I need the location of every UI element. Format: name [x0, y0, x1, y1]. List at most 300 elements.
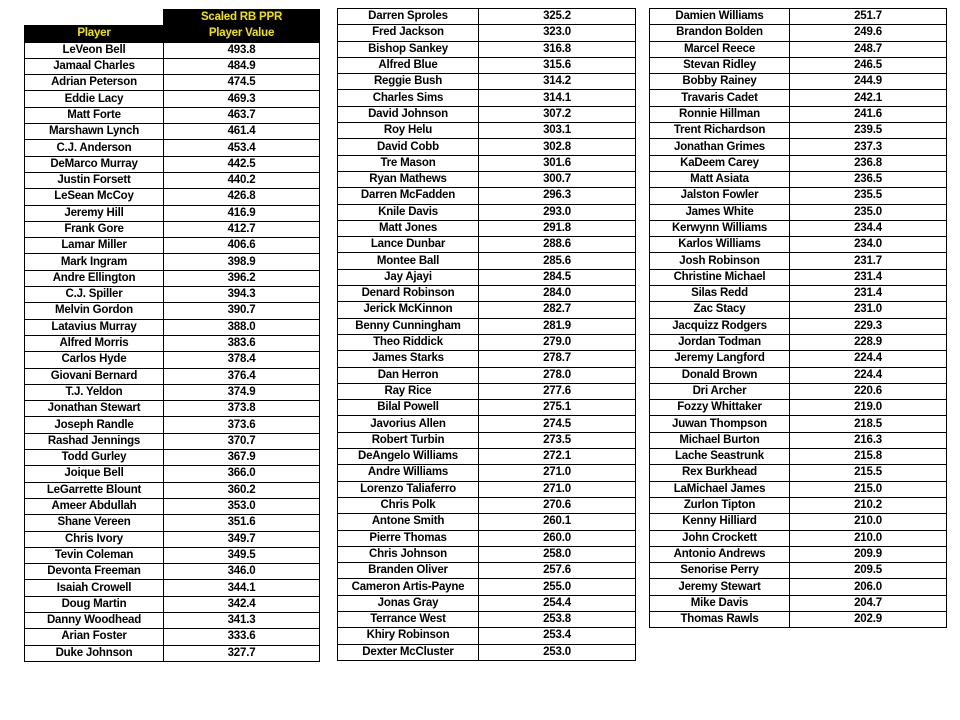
player-name-cell: Ameer Abdullah [25, 498, 164, 514]
table-row [25, 482, 320, 498]
player-name-cell: Robert Turbin [338, 432, 479, 448]
table-row [650, 318, 947, 334]
player-name-cell: Chris Ivory [25, 531, 164, 547]
player-value-cell: 367.9 [164, 450, 320, 466]
player-value-cell: 388.0 [164, 319, 320, 335]
table-row [25, 221, 320, 237]
player-value-cell: 229.3 [790, 318, 947, 334]
table-row [25, 156, 320, 172]
table-row [338, 171, 636, 187]
player-name-cell: Matt Jones [338, 220, 479, 236]
player-value-cell: 231.0 [790, 302, 947, 318]
table-row [650, 57, 947, 73]
table-row [650, 220, 947, 236]
table-row [338, 318, 636, 334]
player-value-cell: 341.3 [164, 612, 320, 628]
player-value-cell: 231.4 [790, 269, 947, 285]
player-name-cell: David Johnson [338, 106, 479, 122]
table-row [650, 41, 947, 57]
player-value-cell: 284.0 [479, 286, 636, 302]
player-value-cell: 484.9 [164, 58, 320, 74]
table-row [650, 432, 947, 448]
player-value-cell: 218.5 [790, 416, 947, 432]
table-row [25, 368, 320, 384]
player-name-cell: Antone Smith [338, 514, 479, 530]
player-value-cell: 323.0 [479, 25, 636, 41]
player-name-cell: Silas Redd [650, 286, 790, 302]
player-value-cell: 257.6 [479, 563, 636, 579]
table-row [338, 57, 636, 73]
player-name-cell: Juwan Thompson [650, 416, 790, 432]
player-value-cell: 398.9 [164, 254, 320, 270]
player-value-cell: 202.9 [790, 611, 947, 627]
table-row [25, 352, 320, 368]
table-row [650, 237, 947, 253]
player-name-cell: Josh Robinson [650, 253, 790, 269]
player-value-cell: 234.0 [790, 237, 947, 253]
player-value-cell: 285.6 [479, 253, 636, 269]
player-value-cell: 416.9 [164, 205, 320, 221]
player-value-cell: 219.0 [790, 400, 947, 416]
table-row [650, 204, 947, 220]
player-name-cell: Chris Polk [338, 497, 479, 513]
table-row [338, 611, 636, 627]
table-row [650, 106, 947, 122]
player-name-cell: Trent Richardson [650, 123, 790, 139]
player-value-cell: 246.5 [790, 57, 947, 73]
table-row [338, 400, 636, 416]
player-name-cell: Cameron Artis-Payne [338, 579, 479, 595]
player-name-cell: Bobby Rainey [650, 74, 790, 90]
player-name-cell: John Crockett [650, 530, 790, 546]
player-name-cell: David Cobb [338, 139, 479, 155]
player-name-cell: Ryan Mathews [338, 171, 479, 187]
table-row [25, 531, 320, 547]
player-name-cell: Rex Burkhead [650, 465, 790, 481]
player-value-cell: 209.5 [790, 563, 947, 579]
player-name-cell: Montee Ball [338, 253, 479, 269]
player-value-cell: 271.0 [479, 465, 636, 481]
player-value-cell: 209.9 [790, 546, 947, 562]
player-value-cell: 349.7 [164, 531, 320, 547]
player-name-cell: Fozzy Whittaker [650, 400, 790, 416]
table-row [650, 171, 947, 187]
player-name-cell: Zurlon Tipton [650, 497, 790, 513]
player-value-cell: 301.6 [479, 155, 636, 171]
player-name-cell: Dri Archer [650, 383, 790, 399]
player-name-cell: Frank Gore [25, 221, 164, 237]
player-value-cell: 236.5 [790, 171, 947, 187]
table-row [650, 302, 947, 318]
player-name-cell: Jalston Fowler [650, 188, 790, 204]
player-name-cell: Jonathan Grimes [650, 139, 790, 155]
table-row [25, 189, 320, 205]
table-row [650, 449, 947, 465]
player-value-cell: 376.4 [164, 368, 320, 384]
player-name-cell: Zac Stacy [650, 302, 790, 318]
table-row [25, 612, 320, 628]
player-name-cell: Damien Williams [650, 9, 790, 25]
player-value-cell: 383.6 [164, 335, 320, 351]
player-name-cell: Christine Michael [650, 269, 790, 285]
player-name-cell: Adrian Peterson [25, 75, 164, 91]
player-name-cell: Donald Brown [650, 367, 790, 383]
player-value-cell: 215.0 [790, 481, 947, 497]
table-row [25, 384, 320, 400]
player-value-cell: 291.8 [479, 220, 636, 236]
player-name-cell: Reggie Bush [338, 74, 479, 90]
player-name-cell: Lache Seastrunk [650, 449, 790, 465]
player-name-cell: Benny Cunningham [338, 318, 479, 334]
player-value-cell: 315.6 [479, 57, 636, 73]
table-row [338, 644, 636, 660]
table-row [338, 253, 636, 269]
header-blank-cell [25, 10, 164, 26]
player-name-cell: Pierre Thomas [338, 530, 479, 546]
player-value-cell: 271.0 [479, 481, 636, 497]
player-name-cell: Jeremy Hill [25, 205, 164, 221]
player-value-cell: 239.5 [790, 123, 947, 139]
player-name-cell: Travaris Cadet [650, 90, 790, 106]
player-name-cell: Darren McFadden [338, 188, 479, 204]
table-row [338, 628, 636, 644]
player-value-cell: 394.3 [164, 287, 320, 303]
table-row [338, 123, 636, 139]
table-row [650, 253, 947, 269]
table-row [650, 497, 947, 513]
table-row [25, 401, 320, 417]
table-row [338, 302, 636, 318]
table-row [25, 417, 320, 433]
player-value-cell: 303.1 [479, 123, 636, 139]
player-value-cell: 210.0 [790, 530, 947, 546]
column-header-player: Player [25, 26, 164, 42]
player-value-cell: 288.6 [479, 237, 636, 253]
player-name-cell: Jonas Gray [338, 595, 479, 611]
player-name-cell: Alfred Morris [25, 335, 164, 351]
player-name-cell: Dexter McCluster [338, 644, 479, 660]
player-value-cell: 270.6 [479, 497, 636, 513]
player-name-cell: James White [650, 204, 790, 220]
table-row [25, 433, 320, 449]
player-value-cell: 353.0 [164, 498, 320, 514]
table-row [650, 90, 947, 106]
player-name-cell: Carlos Hyde [25, 352, 164, 368]
player-value-cell: 493.8 [164, 42, 320, 58]
player-value-cell: 442.5 [164, 156, 320, 172]
table-row [650, 9, 947, 25]
table-row [25, 75, 320, 91]
table-row [338, 383, 636, 399]
player-value-cell: 302.8 [479, 139, 636, 155]
player-value-cell: 253.0 [479, 644, 636, 660]
table-row [25, 42, 320, 58]
player-value-cell: 253.4 [479, 628, 636, 644]
table-row [338, 237, 636, 253]
player-name-cell: Jonathan Stewart [25, 401, 164, 417]
player-name-cell: Latavius Murray [25, 319, 164, 335]
player-value-cell: 235.0 [790, 204, 947, 220]
player-value-cell: 244.9 [790, 74, 947, 90]
table-row [338, 106, 636, 122]
player-value-cell: 278.7 [479, 351, 636, 367]
player-value-cell: 215.8 [790, 449, 947, 465]
player-value-cell: 284.5 [479, 269, 636, 285]
player-name-cell: C.J. Spiller [25, 287, 164, 303]
player-value-cell: 314.2 [479, 74, 636, 90]
player-name-cell: DeMarco Murray [25, 156, 164, 172]
table-row [650, 530, 947, 546]
table-row [25, 498, 320, 514]
table-row [25, 303, 320, 319]
player-value-cell: 260.1 [479, 514, 636, 530]
player-name-cell: LeSean McCoy [25, 189, 164, 205]
table-row [25, 564, 320, 580]
player-value-cell: 272.1 [479, 449, 636, 465]
player-name-cell: Ronnie Hillman [650, 106, 790, 122]
player-name-cell: DeAngelo Williams [338, 449, 479, 465]
player-name-cell: Rashad Jennings [25, 433, 164, 449]
table-row [338, 595, 636, 611]
table-row [338, 351, 636, 367]
player-value-cell: 235.5 [790, 188, 947, 204]
player-name-cell: Alfred Blue [338, 57, 479, 73]
table-row [338, 220, 636, 236]
rb-value-table-3 [649, 8, 947, 628]
table-row [650, 334, 947, 350]
player-value-cell: 281.9 [479, 318, 636, 334]
player-value-cell: 463.7 [164, 107, 320, 123]
player-name-cell: Senorise Perry [650, 563, 790, 579]
player-name-cell: Theo Riddick [338, 334, 479, 350]
player-value-cell: 278.0 [479, 367, 636, 383]
player-value-cell: 277.6 [479, 383, 636, 399]
player-name-cell: Andre Ellington [25, 270, 164, 286]
table-row [338, 579, 636, 595]
player-name-cell: Javorius Allen [338, 416, 479, 432]
player-name-cell: Mike Davis [650, 595, 790, 611]
table-row [650, 481, 947, 497]
table-row [25, 547, 320, 563]
player-value-cell: 216.3 [790, 432, 947, 448]
player-value-cell: 228.9 [790, 334, 947, 350]
player-value-cell: 215.5 [790, 465, 947, 481]
table-row [338, 334, 636, 350]
rb-value-table-2 [337, 8, 636, 661]
table-row [650, 74, 947, 90]
player-name-cell: Khiry Robinson [338, 628, 479, 644]
player-name-cell: Terrance West [338, 611, 479, 627]
table-row [650, 563, 947, 579]
player-value-cell: 351.6 [164, 515, 320, 531]
player-name-cell: Matt Asiata [650, 171, 790, 187]
player-name-cell: Roy Helu [338, 123, 479, 139]
player-name-cell: Charles Sims [338, 90, 479, 106]
player-name-cell: James Starks [338, 351, 479, 367]
player-name-cell: Ray Rice [338, 383, 479, 399]
player-value-cell: 314.1 [479, 90, 636, 106]
player-value-cell: 342.4 [164, 596, 320, 612]
player-name-cell: Michael Burton [650, 432, 790, 448]
table-row [25, 515, 320, 531]
table-row [650, 139, 947, 155]
player-value-cell: 220.6 [790, 383, 947, 399]
table-row [338, 416, 636, 432]
table-row [338, 546, 636, 562]
table-row [338, 530, 636, 546]
player-name-cell: Knile Davis [338, 204, 479, 220]
table-row [25, 58, 320, 74]
table-row [338, 74, 636, 90]
player-name-cell: Brandon Bolden [650, 25, 790, 41]
table-row [650, 595, 947, 611]
player-name-cell: Tevin Coleman [25, 547, 164, 563]
table-row [25, 450, 320, 466]
table-row [338, 188, 636, 204]
player-value-cell: 279.0 [479, 334, 636, 350]
table-row [338, 367, 636, 383]
player-value-cell: 370.7 [164, 433, 320, 449]
table-row [338, 204, 636, 220]
player-value-cell: 453.4 [164, 140, 320, 156]
table-row [25, 319, 320, 335]
player-name-cell: Denard Robinson [338, 286, 479, 302]
table-row [650, 416, 947, 432]
player-value-cell: 316.8 [479, 41, 636, 57]
player-value-cell: 333.6 [164, 629, 320, 645]
player-value-cell: 293.0 [479, 204, 636, 220]
table-row [650, 188, 947, 204]
player-value-cell: 254.4 [479, 595, 636, 611]
player-name-cell: Danny Woodhead [25, 612, 164, 628]
player-value-cell: 469.3 [164, 91, 320, 107]
table-row [338, 514, 636, 530]
player-value-cell: 349.5 [164, 547, 320, 563]
player-value-cell: 255.0 [479, 579, 636, 595]
table-title: Scaled RB PPR [164, 10, 320, 26]
player-name-cell: Doug Martin [25, 596, 164, 612]
player-value-cell: 307.2 [479, 106, 636, 122]
player-name-cell: LaMichael James [650, 481, 790, 497]
player-value-cell: 204.7 [790, 595, 947, 611]
player-name-cell: Devonta Freeman [25, 564, 164, 580]
player-value-cell: 373.8 [164, 401, 320, 417]
table-row [650, 383, 947, 399]
player-name-cell: Darren Sproles [338, 9, 479, 25]
table-row [338, 155, 636, 171]
player-value-cell: 210.0 [790, 514, 947, 530]
table-row [25, 172, 320, 188]
player-name-cell: Stevan Ridley [650, 57, 790, 73]
player-value-cell: 373.6 [164, 417, 320, 433]
table-row [338, 269, 636, 285]
player-value-cell: 206.0 [790, 579, 947, 595]
player-name-cell: T.J. Yeldon [25, 384, 164, 400]
player-name-cell: Chris Johnson [338, 546, 479, 562]
table-row [25, 270, 320, 286]
player-value-cell: 406.6 [164, 238, 320, 254]
table-row [25, 335, 320, 351]
table-row [25, 580, 320, 596]
player-name-cell: LeVeon Bell [25, 42, 164, 58]
player-name-cell: Jay Ajayi [338, 269, 479, 285]
player-name-cell: Jordan Todman [650, 334, 790, 350]
table-row [25, 254, 320, 270]
table-row [25, 205, 320, 221]
table-row [338, 90, 636, 106]
player-value-cell: 231.4 [790, 286, 947, 302]
table-row [338, 286, 636, 302]
player-value-cell: 248.7 [790, 41, 947, 57]
player-value-cell: 210.2 [790, 497, 947, 513]
player-value-cell: 274.5 [479, 416, 636, 432]
table-row [650, 351, 947, 367]
player-name-cell: Bilal Powell [338, 400, 479, 416]
player-value-cell: 360.2 [164, 482, 320, 498]
column-header-value: Player Value [164, 26, 320, 42]
table-row [338, 25, 636, 41]
table-row [25, 596, 320, 612]
player-name-cell: Kerwynn Williams [650, 220, 790, 236]
player-name-cell: Bishop Sankey [338, 41, 479, 57]
player-name-cell: Lorenzo Taliaferro [338, 481, 479, 497]
player-name-cell: C.J. Anderson [25, 140, 164, 156]
player-value-cell: 273.5 [479, 432, 636, 448]
player-name-cell: Duke Johnson [25, 645, 164, 661]
player-name-cell: Justin Forsett [25, 172, 164, 188]
player-name-cell: Tre Mason [338, 155, 479, 171]
table-row [25, 287, 320, 303]
table-row [25, 140, 320, 156]
player-value-cell: 236.8 [790, 155, 947, 171]
player-value-cell: 249.6 [790, 25, 947, 41]
rb-value-table-1 [24, 9, 320, 662]
table-row [338, 139, 636, 155]
player-name-cell: Shane Vereen [25, 515, 164, 531]
table-row [25, 466, 320, 482]
player-name-cell: Isaiah Crowell [25, 580, 164, 596]
player-name-cell: KaDeem Carey [650, 155, 790, 171]
player-name-cell: Karlos Williams [650, 237, 790, 253]
table-row [650, 367, 947, 383]
table-row [650, 155, 947, 171]
player-name-cell: Arian Foster [25, 629, 164, 645]
player-value-cell: 461.4 [164, 124, 320, 140]
player-name-cell: Dan Herron [338, 367, 479, 383]
player-name-cell: Fred Jackson [338, 25, 479, 41]
table-row [338, 449, 636, 465]
table-row [650, 123, 947, 139]
table-row [650, 286, 947, 302]
player-name-cell: Eddie Lacy [25, 91, 164, 107]
player-value-cell: 390.7 [164, 303, 320, 319]
player-name-cell: Lance Dunbar [338, 237, 479, 253]
player-name-cell: Thomas Rawls [650, 611, 790, 627]
player-name-cell: Jacquizz Rodgers [650, 318, 790, 334]
table-row [25, 238, 320, 254]
table-row [25, 124, 320, 140]
player-value-cell: 396.2 [164, 270, 320, 286]
player-name-cell: Lamar Miller [25, 238, 164, 254]
table-row [338, 41, 636, 57]
player-value-cell: 346.0 [164, 564, 320, 580]
table-row [650, 514, 947, 530]
player-value-cell: 374.9 [164, 384, 320, 400]
player-value-cell: 242.1 [790, 90, 947, 106]
player-value-cell: 296.3 [479, 188, 636, 204]
table-row [650, 465, 947, 481]
player-value-cell: 224.4 [790, 351, 947, 367]
